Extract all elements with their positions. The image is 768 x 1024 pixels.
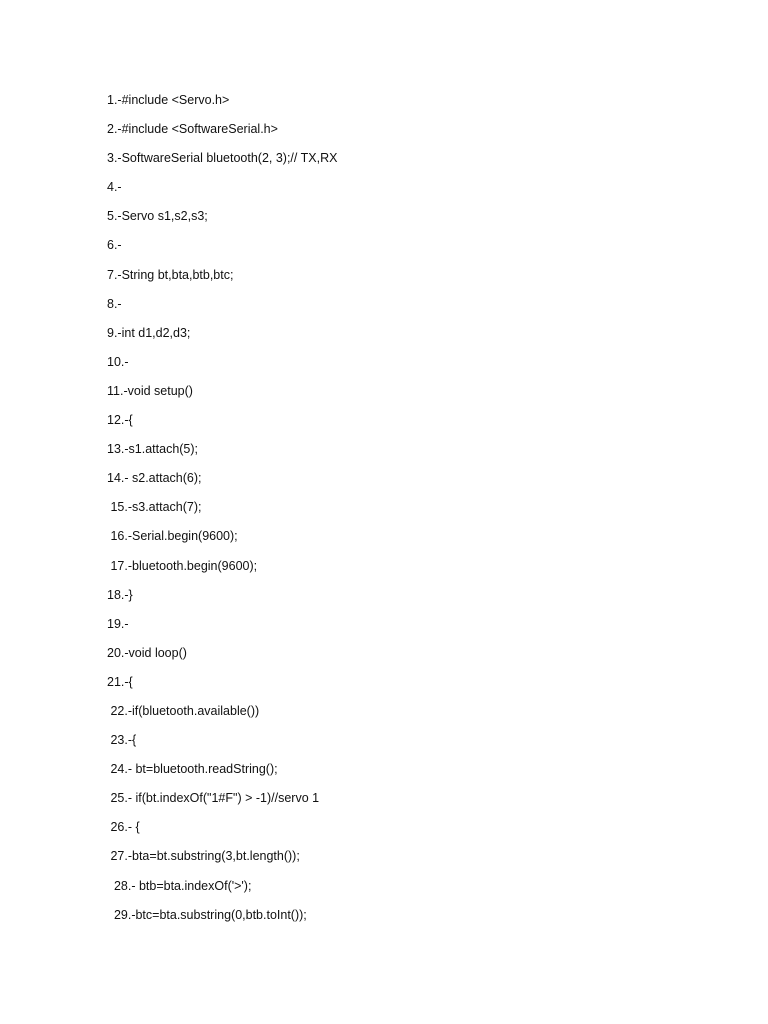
code-line: 1.-#include <Servo.h> <box>107 93 230 107</box>
code-line: 4.- <box>107 180 122 195</box>
code-line: 3.-SoftwareSerial bluetooth(2, 3);// TX,RX <box>107 151 338 166</box>
code-line: 23.-{ <box>107 733 137 748</box>
code-line: 22.-if(bluetooth.available()) <box>107 703 260 718</box>
code-line: 29.-btc=bta.substring(0,btb.toInt()); <box>107 907 307 922</box>
code-line: 15.-s3.attach(7); <box>107 500 202 515</box>
code-line: 21.-{ <box>107 674 133 689</box>
code-line: 8.- <box>107 296 122 311</box>
code-line: 2.-#include <SoftwareSerial.h> <box>107 122 278 137</box>
code-line: 13.-s1.attach(5); <box>107 442 199 457</box>
code-line: 14.- s2.attach(6); <box>107 471 202 486</box>
code-line: 26.- { <box>107 820 140 835</box>
code-line: 25.- if(bt.indexOf("1#F") > -1)//servo 1 <box>107 791 320 806</box>
code-line: 6.- <box>107 238 122 253</box>
code-line: 16.-Serial.begin(9600); <box>107 529 238 544</box>
code-listing <box>107 91 337 935</box>
code-line: 24.- bt=bluetooth.readString(); <box>107 762 278 777</box>
code-line: 10.- <box>107 354 129 369</box>
code-line: 9.-int d1,d2,d3; <box>107 325 191 340</box>
code-line: 20.-void loop() <box>107 645 187 660</box>
code-line: 17.-bluetooth.begin(9600); <box>107 558 258 573</box>
code-line: 12.-{ <box>107 413 133 428</box>
code-line: 27.-bta=bt.substring(3,bt.length()); <box>107 849 300 864</box>
code-line: 11.-void setup() <box>107 383 193 398</box>
code-line: 19.- <box>107 616 129 631</box>
code-line: 18.-} <box>107 587 133 602</box>
code-line: 5.-Servo s1,s2,s3; <box>107 209 208 224</box>
code-line: 28.- btb=bta.indexOf('>'); <box>107 878 252 893</box>
code-line: 7.-String bt,bta,btb,btc; <box>107 267 234 282</box>
